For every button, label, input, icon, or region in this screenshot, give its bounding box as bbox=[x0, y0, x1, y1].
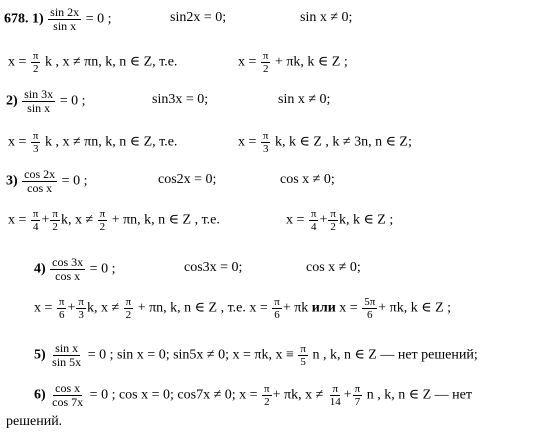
denominator: 2 bbox=[330, 221, 336, 233]
text: x = bbox=[8, 134, 27, 150]
text: + πk, x ≠ bbox=[272, 387, 324, 403]
equation: sin3x = 0; bbox=[152, 92, 209, 107]
answer-line bbox=[286, 208, 393, 233]
denominator: 4 bbox=[32, 221, 39, 233]
text: k, k ∈ Z ; bbox=[338, 212, 394, 228]
item-label: 6) bbox=[34, 387, 46, 403]
problem-5-line bbox=[34, 342, 478, 369]
text: x = bbox=[238, 134, 257, 150]
text: + bbox=[343, 387, 352, 403]
numerator: π bbox=[332, 383, 339, 395]
numerator: π bbox=[262, 130, 269, 142]
numerator: π bbox=[78, 296, 84, 308]
fraction bbox=[98, 208, 108, 233]
numerator: π bbox=[264, 383, 270, 395]
continuation-text: решений. bbox=[6, 414, 63, 429]
text: x = bbox=[286, 212, 305, 228]
denominator: sin x bbox=[27, 101, 51, 115]
text: + bbox=[319, 212, 328, 228]
problem-number: 678. bbox=[4, 11, 29, 27]
text: x = bbox=[34, 300, 53, 316]
denominator: 2 bbox=[125, 309, 132, 321]
text: x = bbox=[239, 387, 258, 403]
numerator: π bbox=[354, 383, 361, 395]
fraction bbox=[362, 296, 377, 321]
equation: cos x ≠ 0; bbox=[280, 172, 335, 187]
numerator: π bbox=[300, 343, 306, 355]
fraction bbox=[328, 383, 343, 408]
fraction bbox=[50, 256, 85, 283]
denominator: 6 bbox=[58, 309, 65, 321]
answer-line bbox=[238, 50, 348, 75]
denominator: 2 bbox=[262, 63, 269, 75]
text: + πk, k ∈ Z ; bbox=[274, 54, 348, 70]
equation: cos2x = 0; bbox=[158, 172, 217, 187]
denominator: 5 bbox=[300, 356, 306, 368]
text: k, x ≠ bbox=[60, 212, 94, 228]
numerator: 5π bbox=[364, 296, 376, 308]
text: + πk, k ∈ Z ; bbox=[378, 300, 452, 316]
denominator: 2 bbox=[52, 221, 58, 233]
problem-6-line bbox=[34, 382, 472, 409]
fraction bbox=[124, 296, 134, 321]
text: x = bbox=[339, 300, 358, 316]
denominator: 3 bbox=[32, 143, 39, 155]
numerator: π bbox=[310, 208, 317, 220]
equation: cos x ≠ 0; bbox=[306, 260, 361, 275]
numerator: cos x bbox=[55, 381, 81, 395]
numerator: π bbox=[32, 208, 39, 220]
denominator: 14 bbox=[329, 396, 341, 408]
denominator: cos x bbox=[55, 269, 81, 283]
or-word: или bbox=[311, 300, 336, 316]
fraction bbox=[353, 383, 363, 408]
text: x = bbox=[238, 54, 257, 70]
text: k, k ∈ Z , k ≠ 3n, n ∈ Z; bbox=[274, 134, 412, 150]
text: x = bbox=[249, 300, 268, 316]
fraction bbox=[50, 382, 85, 409]
denominator: 3 bbox=[262, 143, 269, 155]
text: k, x ≠ bbox=[86, 300, 120, 316]
text: = 0 ; cos x = 0; cos7x ≠ 0; bbox=[89, 387, 236, 403]
fraction bbox=[262, 383, 272, 408]
equation: sin2x = 0; bbox=[170, 10, 227, 25]
numerator: sin x bbox=[55, 341, 79, 355]
denominator: 6 bbox=[274, 309, 280, 321]
fraction bbox=[22, 168, 57, 195]
denominator: 2 bbox=[264, 396, 270, 408]
text: n , k, n ∈ Z — нет bbox=[366, 387, 472, 403]
denominator: 2 bbox=[32, 63, 39, 75]
problem-2-line bbox=[6, 88, 85, 115]
text: = 0 ; bbox=[61, 173, 88, 189]
fraction bbox=[261, 50, 271, 75]
answer-line bbox=[238, 130, 412, 155]
text: = 0 ; sin x = 0; sin5x ≠ 0; x = πk, x ≡ bbox=[87, 347, 294, 363]
denominator: sin 5x bbox=[52, 355, 82, 369]
text: + πn, k, n ∈ Z , т.е. bbox=[137, 300, 246, 316]
problem-4-line bbox=[34, 256, 115, 283]
equation-tail: = 0 ; bbox=[85, 11, 112, 27]
denominator: 7 bbox=[354, 396, 361, 408]
fraction bbox=[31, 130, 41, 155]
equation: sin x ≠ 0; bbox=[278, 92, 331, 107]
solution-line bbox=[8, 130, 177, 155]
fraction bbox=[31, 50, 41, 75]
fraction bbox=[298, 343, 308, 368]
numerator: cos 3x bbox=[52, 255, 84, 269]
fraction bbox=[272, 296, 282, 321]
numerator: π bbox=[262, 50, 269, 62]
solution-line bbox=[34, 296, 451, 321]
text: + bbox=[41, 212, 50, 228]
denominator: 4 bbox=[310, 221, 317, 233]
text: k , x ≠ πn, k, n ∈ Z, т.е. bbox=[44, 134, 178, 150]
text: n , k, n ∈ Z — нет решений; bbox=[312, 347, 478, 363]
text: x = bbox=[8, 212, 27, 228]
text: + πn, k, n ∈ Z , т.е. bbox=[111, 212, 220, 228]
fraction bbox=[57, 296, 67, 321]
text: + bbox=[67, 300, 76, 316]
fraction bbox=[50, 342, 83, 369]
numerator: sin 2x bbox=[50, 5, 80, 19]
text: + πk bbox=[282, 300, 309, 316]
fraction bbox=[309, 208, 319, 233]
problem-1-line bbox=[4, 6, 111, 33]
fraction bbox=[31, 208, 41, 233]
numerator: π bbox=[52, 208, 58, 220]
text: = 0 ; bbox=[89, 261, 116, 277]
numerator: π bbox=[274, 296, 280, 308]
numerator: π bbox=[330, 208, 336, 220]
denominator: cos 7x bbox=[52, 395, 84, 409]
denominator: 2 bbox=[99, 221, 106, 233]
fraction bbox=[261, 130, 271, 155]
numerator: sin 3x bbox=[24, 87, 54, 101]
equation: sin x ≠ 0; bbox=[300, 10, 353, 25]
numerator: π bbox=[99, 208, 106, 220]
numerator: cos 2x bbox=[24, 167, 56, 181]
fraction bbox=[22, 88, 55, 115]
solution-line bbox=[8, 50, 177, 75]
item-label: 1) bbox=[32, 11, 44, 27]
solution-line bbox=[8, 208, 220, 233]
denominator: 3 bbox=[78, 309, 84, 321]
fraction bbox=[76, 296, 86, 321]
text: = 0 ; bbox=[59, 93, 86, 109]
denominator: 6 bbox=[366, 309, 373, 321]
fraction bbox=[48, 6, 81, 33]
denominator: cos x bbox=[27, 181, 53, 195]
item-label: 4) bbox=[34, 261, 46, 277]
denominator: sin x bbox=[53, 19, 77, 33]
numerator: π bbox=[32, 130, 39, 142]
fraction bbox=[50, 208, 60, 233]
item-label: 3) bbox=[6, 173, 18, 189]
numerator: π bbox=[32, 50, 39, 62]
numerator: π bbox=[58, 296, 65, 308]
text: k , x ≠ πn, k, n ∈ Z, т.е. bbox=[44, 54, 178, 70]
equation: cos3x = 0; bbox=[184, 260, 243, 275]
item-label: 2) bbox=[6, 93, 18, 109]
item-label: 5) bbox=[34, 347, 46, 363]
text: x = bbox=[8, 54, 27, 70]
numerator: π bbox=[125, 296, 132, 308]
fraction bbox=[328, 208, 338, 233]
problem-3-line bbox=[6, 168, 87, 195]
